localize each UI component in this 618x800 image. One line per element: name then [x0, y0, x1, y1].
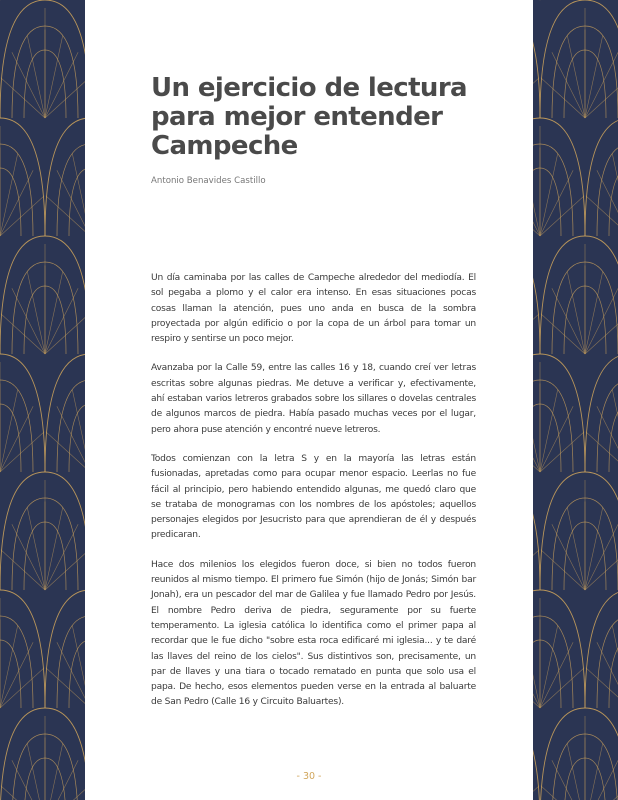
page-number: - 30 -	[296, 771, 322, 782]
pattern-line	[0, 0, 85, 118]
article-body	[151, 271, 476, 725]
pattern-line	[0, 406, 33, 472]
pattern-line	[0, 236, 85, 354]
pattern-line	[552, 760, 585, 800]
pattern-line	[612, 389, 618, 472]
pattern-line	[45, 354, 85, 472]
pattern-line	[585, 314, 618, 354]
pattern-line	[1, 78, 45, 118]
pattern-line	[45, 78, 85, 118]
pattern-line	[567, 35, 585, 118]
pattern-line	[0, 118, 45, 236]
pattern-line	[0, 640, 21, 708]
pattern-line	[45, 288, 78, 354]
pattern-line	[0, 708, 85, 800]
pattern-line	[533, 472, 540, 590]
pattern-line	[45, 271, 63, 354]
pattern-line	[533, 642, 540, 708]
article-content	[85, 0, 533, 800]
pattern-line	[586, 432, 618, 472]
pattern-line	[0, 625, 18, 708]
pattern-line	[585, 52, 618, 118]
pattern-line	[0, 642, 33, 708]
pattern-line	[533, 406, 540, 472]
pattern-line	[541, 78, 585, 118]
pattern-line	[0, 354, 45, 472]
pattern-line	[609, 640, 618, 708]
pattern-line	[57, 380, 85, 472]
pattern-line	[1, 550, 45, 590]
art-deco-pattern-left	[0, 0, 85, 800]
pattern-line	[540, 389, 558, 472]
pattern-line	[1, 786, 45, 800]
pattern-line	[0, 668, 44, 708]
pattern-line	[612, 625, 618, 708]
pattern-line	[540, 472, 618, 590]
pattern-line	[586, 668, 618, 708]
pattern-line	[45, 507, 63, 590]
pattern-line	[541, 786, 585, 800]
pattern-line	[72, 625, 85, 708]
article-title	[151, 74, 491, 161]
pattern-line	[533, 314, 539, 354]
body-paragraph: Avanzaba por la Calle 59, entre las calles 16 y 18, cuando creí ver letras escritas sobre algunas piedras. Me detuve a verificar y, efectivamente, ahí estaban varios letreros grabados sobre los sillares o dovelas centrales de algunos marcos de piedra. Había pasado muchas veces por el lugar, pero ahora puse atención y encontré nueve letreros.	[151, 363, 476, 435]
pattern-line	[540, 432, 584, 472]
pattern-line	[597, 406, 618, 472]
pattern-line	[567, 743, 585, 800]
pattern-line	[609, 168, 618, 236]
pattern-line	[45, 524, 78, 590]
article-author: Antonio Benavides Castillo	[151, 176, 266, 186]
pattern-line	[533, 170, 540, 236]
pattern-line	[0, 196, 44, 236]
pattern-line	[541, 550, 585, 590]
pattern-line	[46, 432, 85, 472]
pattern-line	[533, 0, 540, 118]
pattern-line	[586, 196, 618, 236]
pattern-line	[1, 314, 45, 354]
pattern-line	[552, 288, 585, 354]
pattern-line	[533, 550, 539, 590]
right-decorative-panel	[533, 0, 618, 800]
pattern-line	[540, 642, 573, 708]
title-line: Campeche	[151, 131, 298, 161]
pattern-line	[0, 590, 45, 708]
pattern-line	[567, 271, 585, 354]
pattern-line	[57, 144, 85, 236]
pattern-line	[0, 404, 21, 472]
pattern-line	[597, 642, 618, 708]
pattern-line	[585, 550, 618, 590]
pattern-line	[540, 153, 558, 236]
pattern-line	[46, 196, 85, 236]
pattern-line	[552, 52, 585, 118]
pattern-line	[27, 507, 45, 590]
pattern-line	[585, 35, 603, 118]
pattern-line	[585, 78, 618, 118]
pattern-line	[597, 170, 618, 236]
art-deco-pattern-right	[533, 0, 618, 800]
pattern-line	[585, 590, 618, 708]
pattern-line	[0, 472, 85, 590]
pattern-line	[12, 288, 45, 354]
pattern-line	[45, 35, 63, 118]
pattern-line	[585, 760, 618, 800]
pattern-line	[45, 118, 85, 236]
pattern-line	[57, 616, 85, 708]
pattern-line	[540, 708, 618, 800]
pattern-line	[533, 616, 573, 708]
pattern-line	[552, 524, 585, 590]
pattern-line	[46, 668, 85, 708]
pattern-line	[540, 170, 573, 236]
pattern-line	[72, 153, 85, 236]
pattern-line	[12, 52, 45, 118]
pattern-line	[541, 314, 585, 354]
body-paragraph: Hace dos milenios los elegidos fueron doce, si bien no todos fueron reunidos al mismo tiempo. El primero fue Simón (hijo de Jonás; Simón bar Jonah), era un pescador del mar de Galilea y fue llamado Pedro por Jesús. El nombre Pedro deriva de piedra, seguramente por su fuerte temperamento. La iglesia católica lo identifica como el primer papa al recordar que le fue dicho "sobre esta roca edificaré mi iglesia... y te daré las llaves del reino de los cielos". Sus distintivos son, precisamente, un par de llaves y una tiara o tocado rematado en punta que solo usa el papa. De hecho, esos elementos pueden verse en la entrada al baluarte de San Pedro (Calle 16 y Circuito Baluartes).	[151, 559, 476, 708]
pattern-line	[585, 271, 603, 354]
pattern-line	[0, 168, 21, 236]
pattern-line	[585, 354, 618, 472]
pattern-line	[585, 118, 618, 236]
pattern-line	[540, 625, 558, 708]
pattern-line	[585, 288, 618, 354]
pattern-line	[567, 507, 585, 590]
pattern-line	[540, 196, 584, 236]
pattern-line	[540, 406, 573, 472]
pattern-line	[540, 236, 618, 354]
pattern-line	[27, 743, 45, 800]
pattern-line	[0, 170, 33, 236]
pattern-line	[45, 550, 85, 590]
pattern-line	[27, 271, 45, 354]
pattern-line	[609, 404, 618, 472]
pattern-line	[585, 524, 618, 590]
pattern-line	[540, 668, 584, 708]
pattern-line	[612, 153, 618, 236]
pattern-line	[12, 524, 45, 590]
pattern-line	[0, 389, 18, 472]
pattern-line	[0, 432, 44, 472]
pattern-line	[533, 236, 540, 354]
pattern-line	[585, 743, 603, 800]
pattern-line	[585, 507, 603, 590]
pattern-line	[72, 389, 85, 472]
pattern-line	[540, 0, 618, 118]
pattern-line	[45, 760, 78, 800]
body-paragraph: Todos comienzan con la letra S y en la mayoría las letras están fusionadas, apretadas como para ocupar menor espacio. Leerlas no fue fácil al principio, pero habiendo entendido algunas, me quedó claro que se trataba de monogramas con los nombres de los apóstoles; aquellos personajes elegidos por Jesucristo para que aprendieran de él y después predicaran.	[151, 453, 476, 541]
pattern-line	[45, 314, 85, 354]
pattern-line	[45, 52, 78, 118]
body-paragraph: Un día caminaba por las calles de Campeche alrededor del mediodía. El sol pegaba a plomo y el calor era intenso. En esas situaciones pocas cosas llaman la atención, pues uno anda en busca de la sombra proyectada por algún edificio o por la copa de un árbol para tomar un respiro y sentirse un poco mejor.	[151, 273, 476, 345]
title-line: Un ejercicio de lectura	[151, 73, 467, 103]
left-decorative-panel	[0, 0, 85, 800]
pattern-line	[0, 153, 18, 236]
pattern-line	[27, 35, 45, 118]
pattern-line	[12, 760, 45, 800]
pattern-line	[533, 144, 573, 236]
title-line: para mejor entender	[151, 102, 443, 132]
pattern-line	[533, 380, 573, 472]
pattern-line	[45, 743, 63, 800]
pattern-line	[45, 590, 85, 708]
pattern-line	[533, 78, 539, 118]
